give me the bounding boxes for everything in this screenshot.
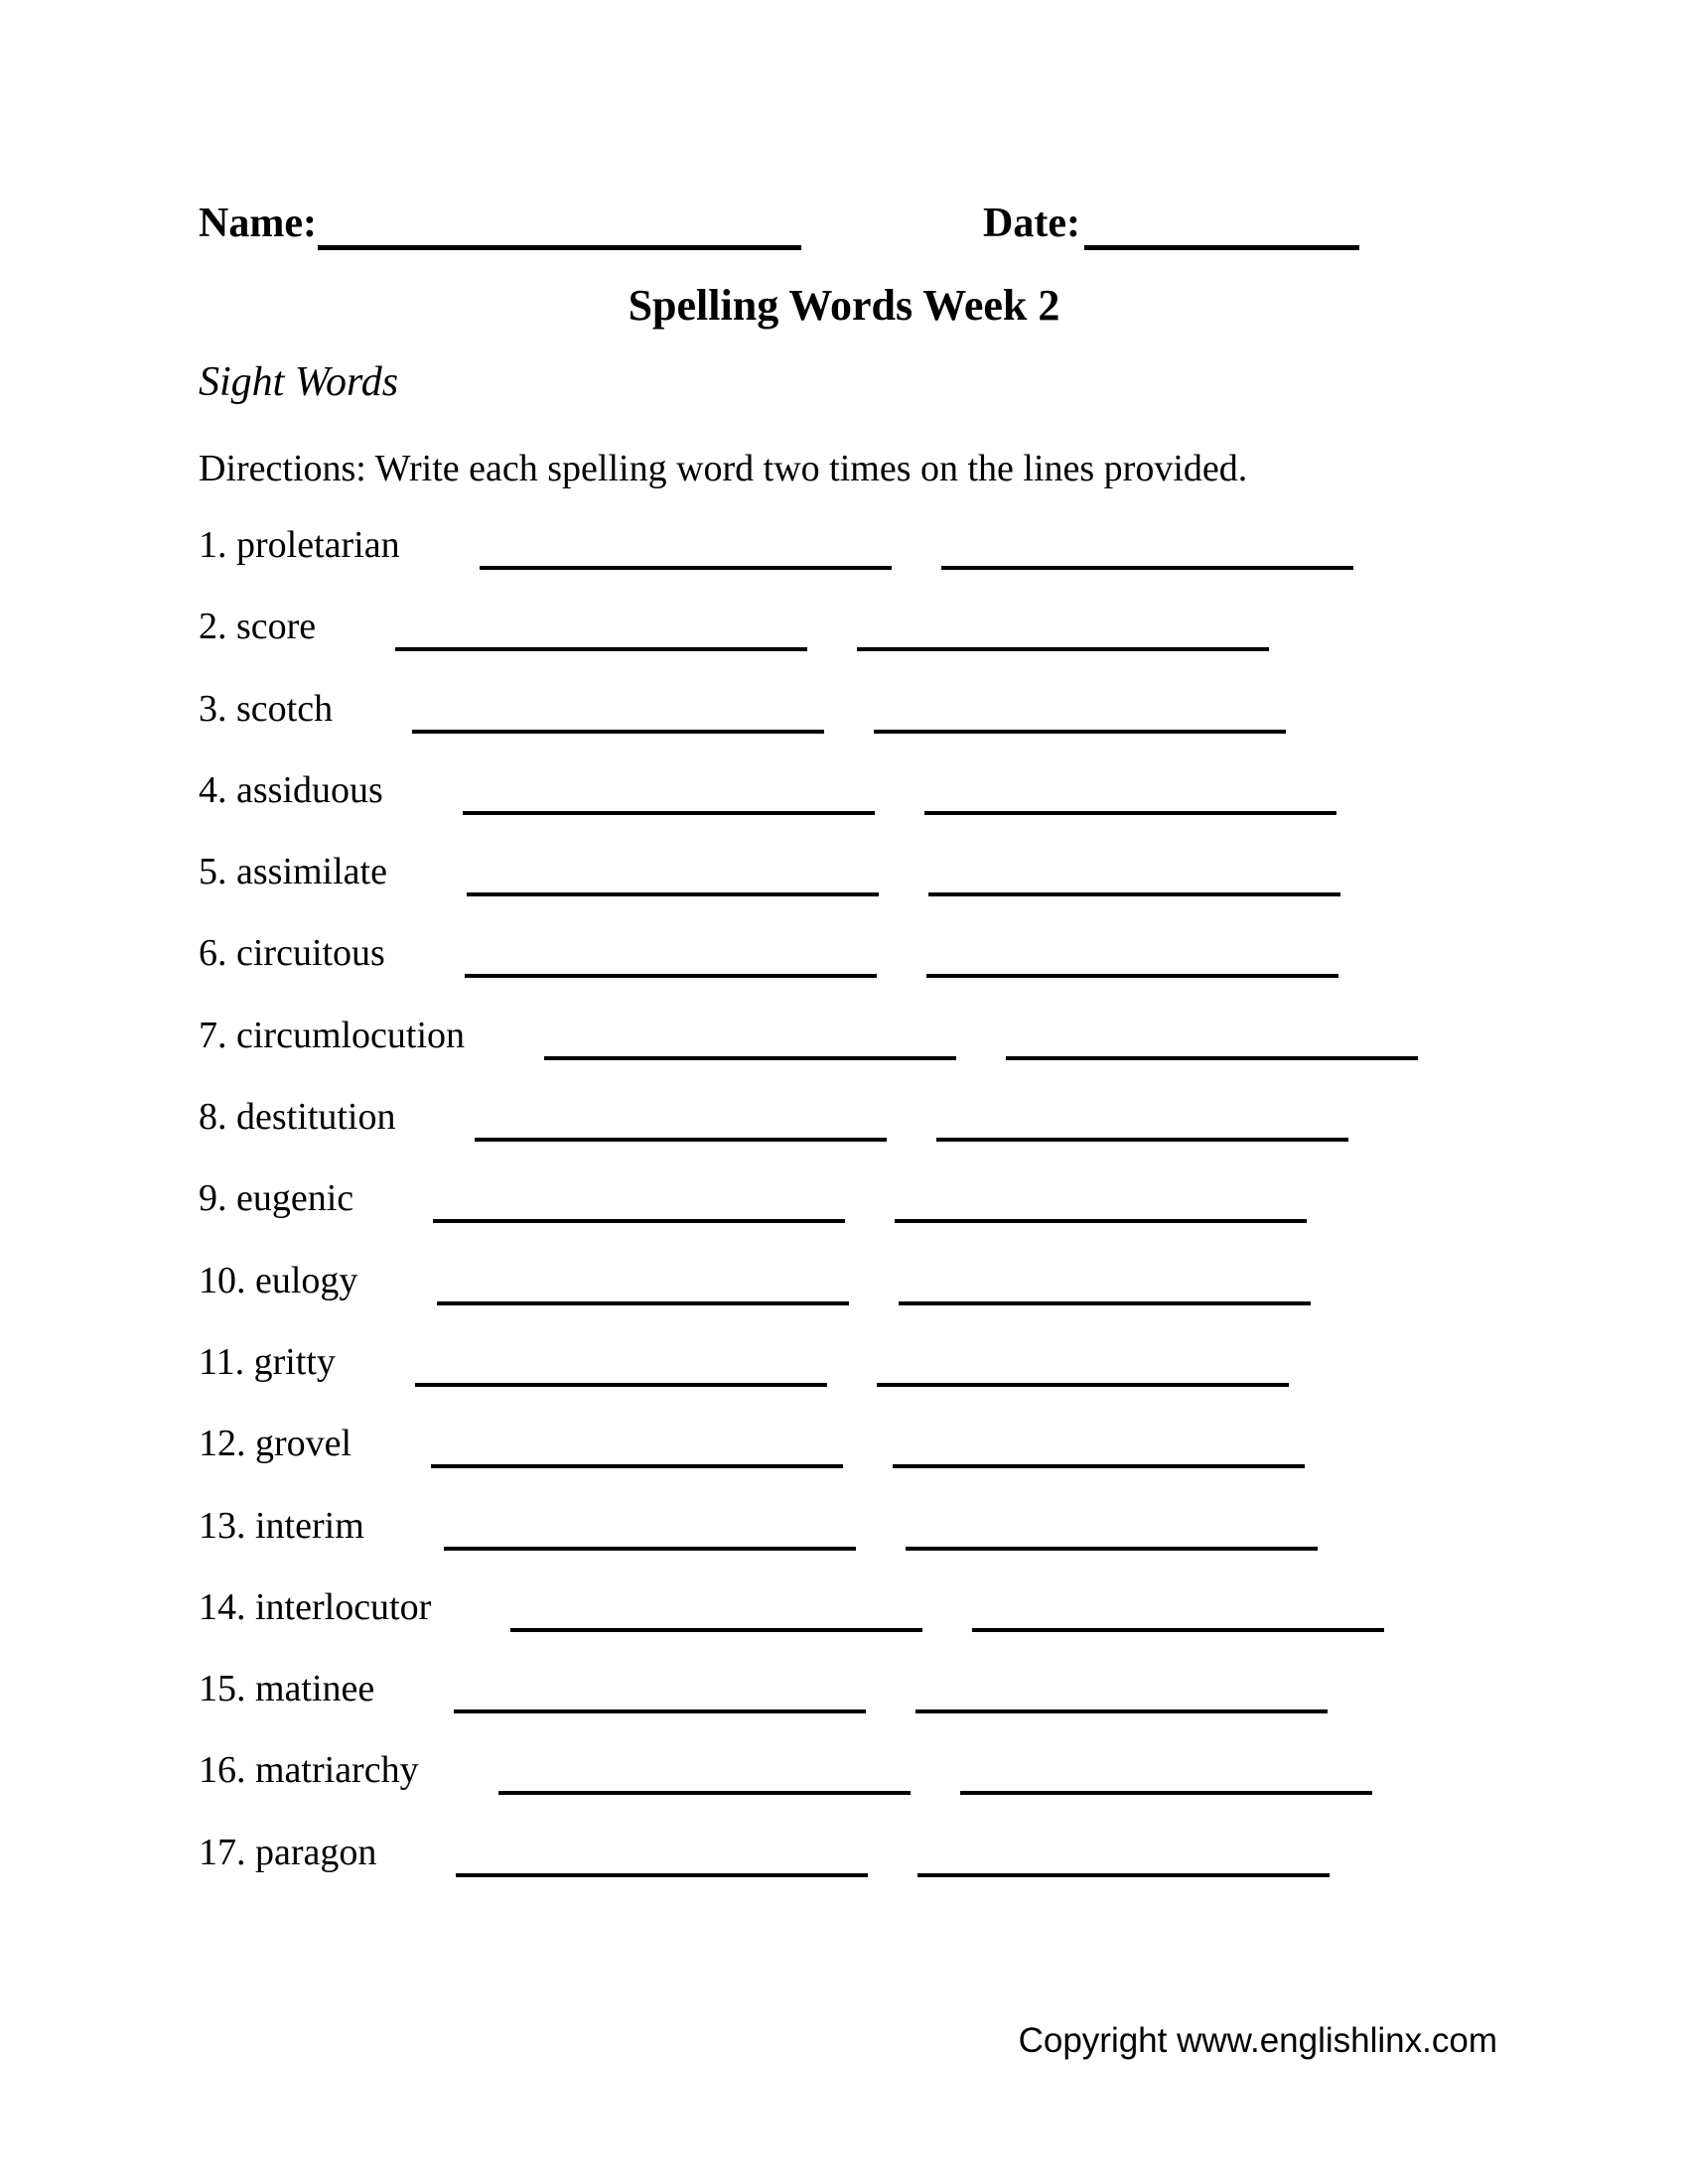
word-label xyxy=(199,1259,357,1302)
word-label xyxy=(199,523,400,567)
word-label xyxy=(199,1748,419,1792)
word-text: proletarian xyxy=(236,524,400,566)
word-number: 11. xyxy=(199,1340,245,1383)
directions-text: Directions: Write each spelling word two times on the lines provided. xyxy=(199,448,1248,489)
word-number: 15. xyxy=(199,1668,246,1710)
word-label xyxy=(199,1585,431,1629)
practice-line-2[interactable] xyxy=(874,728,1286,734)
word-label xyxy=(199,1340,336,1384)
practice-line-1[interactable] xyxy=(437,1299,849,1305)
word-number: 13. xyxy=(199,1504,246,1547)
practice-line-1[interactable] xyxy=(467,890,879,896)
practice-line-2[interactable] xyxy=(926,972,1338,978)
practice-line-2[interactable] xyxy=(924,809,1336,815)
practice-line-1[interactable] xyxy=(498,1789,911,1795)
practice-line-1[interactable] xyxy=(475,1136,887,1142)
practice-line-1[interactable] xyxy=(415,1381,827,1387)
practice-line-1[interactable] xyxy=(395,645,807,651)
practice-line-2[interactable] xyxy=(928,890,1340,896)
word-list xyxy=(199,523,1489,1912)
word-row xyxy=(199,1585,1489,1667)
word-text: gritty xyxy=(253,1340,336,1383)
word-text: interlocutor xyxy=(255,1585,432,1628)
word-label xyxy=(199,1422,352,1465)
word-text: score xyxy=(236,606,317,648)
word-label xyxy=(199,605,316,648)
word-row xyxy=(199,1748,1489,1830)
practice-line-2[interactable] xyxy=(857,645,1269,651)
practice-line-1[interactable] xyxy=(456,1871,868,1877)
date-blank-line[interactable] xyxy=(1084,245,1359,250)
word-row xyxy=(199,768,1489,850)
word-row xyxy=(199,1095,1489,1176)
word-row xyxy=(199,1340,1489,1422)
word-number: 16. xyxy=(199,1749,246,1792)
practice-line-1[interactable] xyxy=(465,972,877,978)
word-text: circumlocution xyxy=(236,1014,466,1056)
word-label xyxy=(199,1176,353,1220)
word-text: eulogy xyxy=(255,1259,358,1301)
word-text: assiduous xyxy=(236,768,383,811)
word-number: 10. xyxy=(199,1259,246,1301)
word-number: 17. xyxy=(199,1831,246,1873)
practice-line-1[interactable] xyxy=(454,1707,866,1713)
practice-line-2[interactable] xyxy=(917,1871,1330,1877)
word-row xyxy=(199,523,1489,605)
word-label xyxy=(199,1667,374,1710)
word-text: assimilate xyxy=(236,851,387,893)
word-row xyxy=(199,1014,1489,1095)
name-blank-line[interactable] xyxy=(318,245,801,250)
word-text: paragon xyxy=(255,1831,377,1873)
word-number: 5. xyxy=(199,851,227,893)
practice-line-1[interactable] xyxy=(431,1462,843,1468)
word-text: matinee xyxy=(255,1668,375,1710)
word-label xyxy=(199,1504,364,1548)
date-label: Date: xyxy=(983,201,1080,246)
word-row xyxy=(199,1176,1489,1258)
practice-line-1[interactable] xyxy=(510,1626,922,1632)
word-number: 3. xyxy=(199,687,227,730)
word-row xyxy=(199,687,1489,768)
practice-line-1[interactable] xyxy=(433,1217,845,1223)
practice-line-2[interactable] xyxy=(877,1381,1289,1387)
word-label xyxy=(199,1014,465,1057)
word-text: circuitous xyxy=(236,932,385,975)
word-row xyxy=(199,1422,1489,1503)
practice-line-2[interactable] xyxy=(936,1136,1348,1142)
practice-line-2[interactable] xyxy=(895,1217,1307,1223)
practice-line-2[interactable] xyxy=(1006,1054,1418,1060)
word-text: interim xyxy=(255,1504,364,1547)
word-number: 7. xyxy=(199,1014,227,1056)
practice-line-1[interactable] xyxy=(544,1054,956,1060)
word-label xyxy=(199,687,333,731)
section-subtitle: Sight Words xyxy=(199,359,399,405)
word-label xyxy=(199,768,383,812)
word-text: eugenic xyxy=(236,1177,354,1220)
word-row xyxy=(199,1259,1489,1340)
word-text: matriarchy xyxy=(255,1749,419,1792)
practice-line-1[interactable] xyxy=(463,809,875,815)
word-row xyxy=(199,1831,1489,1912)
practice-line-1[interactable] xyxy=(480,564,892,570)
word-row xyxy=(199,931,1489,1013)
word-row xyxy=(199,605,1489,686)
practice-line-1[interactable] xyxy=(444,1545,856,1551)
word-number: 4. xyxy=(199,768,227,811)
practice-line-2[interactable] xyxy=(960,1789,1372,1795)
word-row xyxy=(199,1504,1489,1585)
name-label: Name: xyxy=(199,201,317,246)
word-label xyxy=(199,931,385,975)
practice-line-2[interactable] xyxy=(899,1299,1311,1305)
word-number: 14. xyxy=(199,1585,246,1628)
practice-line-2[interactable] xyxy=(941,564,1353,570)
practice-line-2[interactable] xyxy=(915,1707,1328,1713)
word-text: scotch xyxy=(236,687,334,730)
word-row xyxy=(199,1667,1489,1748)
word-number: 9. xyxy=(199,1177,227,1220)
practice-line-2[interactable] xyxy=(893,1462,1305,1468)
practice-line-1[interactable] xyxy=(412,728,824,734)
word-row xyxy=(199,850,1489,931)
word-text: grovel xyxy=(255,1423,352,1465)
practice-line-2[interactable] xyxy=(972,1626,1384,1632)
word-label xyxy=(199,1095,395,1139)
word-number: 12. xyxy=(199,1423,246,1465)
word-number: 1. xyxy=(199,524,227,566)
word-label xyxy=(199,1831,376,1874)
word-label xyxy=(199,850,387,893)
copyright-text: Copyright www.englishlinx.com xyxy=(1018,2021,1497,2060)
word-number: 6. xyxy=(199,932,227,975)
practice-line-2[interactable] xyxy=(906,1545,1318,1551)
worksheet-title: Spelling Words Week 2 xyxy=(628,281,1060,330)
word-number: 2. xyxy=(199,606,227,648)
word-number: 8. xyxy=(199,1096,227,1139)
word-text: destitution xyxy=(236,1096,396,1139)
